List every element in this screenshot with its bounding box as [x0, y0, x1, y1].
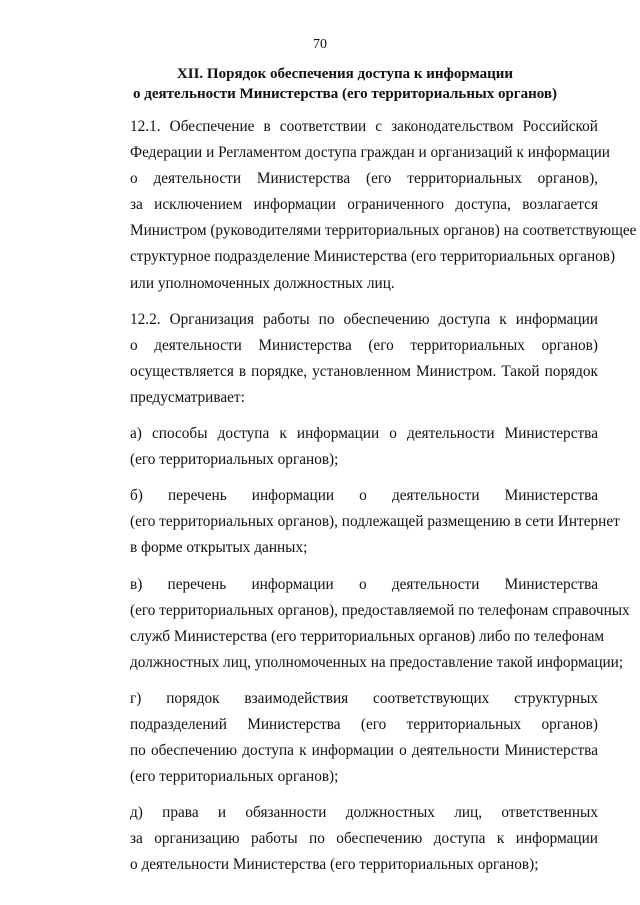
text-line: структурное подразделение Министерства (его территориальных органов) — [130, 248, 616, 266]
list-item-a — [92, 421, 598, 473]
list-item-v — [92, 572, 630, 676]
section-heading-line: о деятельности Министерства (его территориальных органов) — [133, 86, 557, 102]
text-line: д) права и обязанности должностных лиц, ответственных — [130, 804, 598, 822]
text-line: г) порядок взаимодействия соответствующих структурных — [130, 689, 598, 707]
page-number: 70 — [313, 37, 327, 52]
text-line: предусматривает: — [130, 388, 245, 406]
list-item-g — [92, 686, 598, 790]
paragraph-12-2 — [92, 307, 598, 411]
text-line: (его территориальных органов); — [130, 768, 339, 786]
text-line: в форме открытых данных; — [130, 539, 308, 557]
text-line: о деятельности Министерства (его территориальных органов); — [130, 856, 539, 874]
text-line: (его территориальных органов), предоставляемой по телефонам справочных — [130, 601, 630, 619]
document-body — [92, 114, 637, 889]
text-line: или уполномоченных должностных лиц. — [130, 274, 395, 292]
text-line: 12.1. Обеспечение в соответствии с законодательством Российской — [130, 118, 598, 135]
text-line: б) перечень информации о деятельности Министерства — [130, 487, 598, 505]
text-line: а) способы доступа к информации о деятельности Министерства — [130, 425, 598, 443]
text-line: осуществляется в порядке, установленном Министром. Такой порядок — [130, 362, 598, 380]
text-line: 12.2. Организация работы по обеспечению доступа к информации — [130, 310, 598, 328]
text-line: (его территориальных органов); — [130, 451, 339, 469]
text-line: Федерации и Регламентом доступа граждан и организаций к информации — [130, 144, 610, 162]
section-heading — [92, 64, 598, 104]
text-line: о деятельности Министерства (его территориальных органов) — [130, 336, 598, 354]
list-item-b — [92, 483, 620, 561]
text-line: должностных лиц, уполномоченных на предоставление такой информации; — [130, 653, 624, 671]
text-line: за исключением информации ограниченного доступа, возлагается — [130, 196, 598, 214]
text-line: подразделений Министерства (его территориальных органов) — [130, 715, 598, 733]
text-line: о деятельности Министерства (его территориальных органов), — [130, 170, 598, 188]
text-line: по обеспечению доступа к информации о деятельности Министерства — [130, 742, 598, 760]
text-line: Министром (руководителями территориальных органов) на соответствующее — [130, 222, 637, 240]
text-line: (его территориальных органов), подлежащей размещению в сети Интернет — [130, 513, 620, 531]
text-line: в) перечень информации о деятельности Министерства — [130, 575, 598, 593]
paragraph-12-1 — [92, 114, 637, 297]
text-line: служб Министерства (его территориальных органов) либо по телефонам — [130, 627, 605, 645]
list-item-d — [92, 800, 598, 878]
section-heading-line: XII. Порядок обеспечения доступа к информации — [176, 66, 514, 82]
text-line: за организацию работы по обеспечению доступа к информации — [130, 830, 598, 848]
